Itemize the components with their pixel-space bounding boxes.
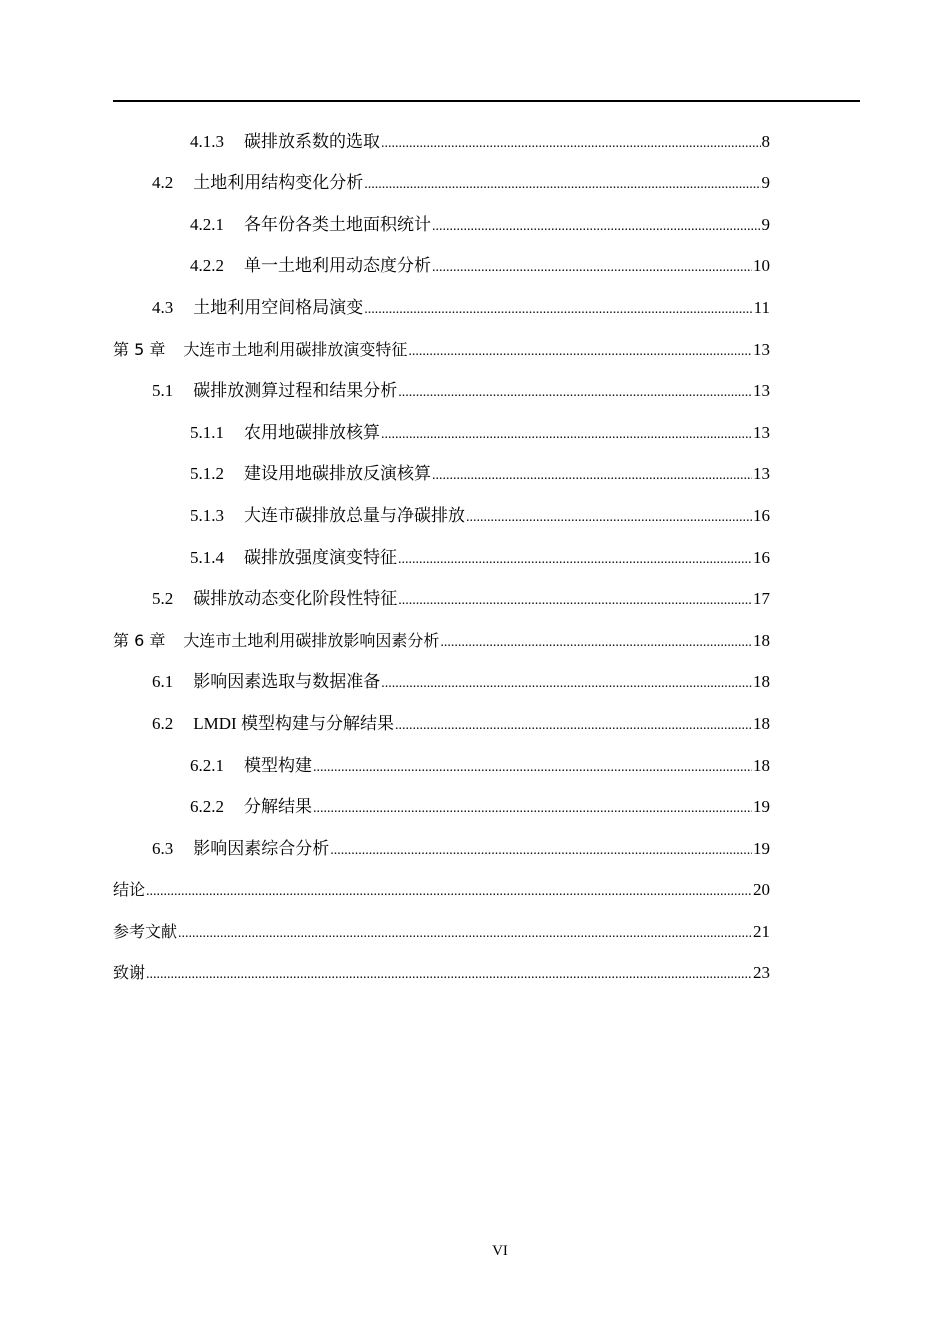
toc-entry[interactable] — [113, 861, 770, 903]
toc-entry-text: 各年份各类土地面积统计 — [244, 214, 431, 234]
toc-entry-title — [190, 132, 380, 152]
toc-entry-page: 18 — [753, 630, 770, 650]
toc-entry-number: 第 5 章 — [113, 339, 166, 359]
toc-entry-text: 大连市土地利用碳排放演变特征 — [183, 339, 408, 359]
toc-entry[interactable] — [113, 736, 770, 778]
toc-dot-leader — [146, 967, 752, 983]
toc-entry-page: 8 — [761, 131, 770, 151]
toc-entry-page: 18 — [753, 672, 770, 692]
toc-entry-text: 碳排放测算过程和结果分析 — [193, 381, 398, 401]
toc-dot-leader — [398, 593, 752, 609]
toc-dot-leader — [432, 260, 752, 276]
toc-dot-leader — [313, 760, 752, 776]
toc-entry-number: 第 6 章 — [113, 630, 166, 650]
toc-entry-title — [113, 631, 439, 651]
toc-dot-leader — [440, 635, 752, 651]
toc-entry[interactable] — [113, 445, 770, 487]
toc-entry[interactable] — [113, 528, 770, 570]
toc-entry-page: 9 — [761, 214, 770, 234]
toc-entry-number: 4.3 — [152, 297, 174, 317]
toc-entry-text: 碳排放动态变化阶段性特征 — [193, 589, 398, 609]
toc-entry-text: 模型构建 — [244, 755, 312, 775]
toc-entry[interactable] — [113, 694, 770, 736]
toc-entry-title — [152, 173, 363, 193]
toc-entry-title — [152, 672, 380, 692]
toc-dot-leader — [398, 552, 752, 568]
toc-entry-number: 5.1.3 — [190, 505, 224, 525]
toc-entry-number: 5.1.2 — [190, 464, 224, 484]
toc-entry-number: 4.2.1 — [190, 214, 224, 234]
toc-dot-leader — [398, 385, 752, 401]
toc-entry-number: 4.2.2 — [190, 256, 224, 276]
toc-entry-text: LMDI 模型构建与分解结果 — [193, 713, 394, 733]
toc-entry-text: 致谢 — [113, 963, 146, 983]
toc-entry-title — [152, 714, 394, 734]
toc-entry-page: 17 — [753, 589, 770, 609]
toc-entry-number: 4.2 — [152, 173, 174, 193]
toc-entry-title — [190, 215, 431, 235]
toc-entry-number: 5.1.4 — [190, 547, 224, 567]
toc-entry-text: 单一土地利用动态度分析 — [244, 256, 431, 276]
toc-entry-number: 6.1 — [152, 672, 174, 692]
toc-entry-text: 土地利用空间格局演变 — [193, 297, 364, 317]
toc-entry-title — [190, 756, 312, 776]
toc-entry[interactable] — [113, 611, 770, 653]
toc-entry-text: 碳排放系数的选取 — [244, 131, 380, 151]
toc-entry-number: 5.1.1 — [190, 422, 224, 442]
toc-entry-page: 10 — [753, 256, 770, 276]
toc-entry-text: 碳排放强度演变特征 — [244, 547, 397, 567]
toc-entry-page: 20 — [753, 880, 770, 900]
toc-entry-page: 16 — [753, 547, 770, 567]
toc-entry[interactable] — [113, 486, 770, 528]
toc-entry-page: 11 — [753, 297, 770, 317]
toc-entry-text: 参考文献 — [113, 921, 178, 941]
toc-entry[interactable] — [113, 403, 770, 445]
header-rule — [113, 100, 860, 102]
toc-entry-text: 影响因素综合分析 — [193, 838, 330, 858]
toc-entry[interactable] — [113, 278, 770, 320]
toc-dot-leader — [381, 427, 752, 443]
toc-entry[interactable] — [113, 362, 770, 404]
toc-entry-page: 13 — [753, 422, 770, 442]
toc-entry-title — [152, 298, 363, 318]
toc-dot-leader — [178, 926, 752, 942]
toc-dot-leader — [330, 843, 752, 859]
toc-entry-title — [152, 839, 329, 859]
toc-dot-leader — [146, 884, 752, 900]
toc-entry-number: 6.3 — [152, 838, 174, 858]
toc-entry-text: 土地利用结构变化分析 — [193, 173, 364, 193]
toc-entry-text: 影响因素选取与数据准备 — [193, 672, 381, 692]
toc-entry-title — [190, 797, 312, 817]
toc-entry-page: 13 — [753, 464, 770, 484]
toc-dot-leader — [381, 676, 752, 692]
toc-dot-leader — [395, 718, 752, 734]
toc-entry-title — [152, 381, 397, 401]
toc-entry[interactable] — [113, 195, 770, 237]
toc-entry[interactable] — [113, 944, 770, 986]
toc-entry[interactable] — [113, 902, 770, 944]
toc-entry-text: 结论 — [113, 880, 146, 900]
toc-dot-leader — [364, 302, 752, 318]
toc-entry-title — [113, 922, 177, 942]
toc-entry[interactable] — [113, 819, 770, 861]
toc-entry-page: 18 — [753, 713, 770, 733]
toc-entry-page: 21 — [753, 921, 770, 941]
toc-entry-page: 19 — [753, 838, 770, 858]
toc-dot-leader — [364, 177, 760, 193]
toc-dot-leader — [432, 468, 752, 484]
toc-entry-text: 分解结果 — [244, 797, 312, 817]
table-of-contents — [113, 112, 770, 985]
toc-entry-page: 16 — [753, 505, 770, 525]
toc-entry-number: 6.2.1 — [190, 755, 224, 775]
toc-entry-title — [190, 548, 397, 568]
toc-dot-leader — [408, 344, 752, 360]
toc-entry-title — [113, 963, 145, 983]
toc-entry[interactable] — [113, 320, 770, 362]
toc-entry-page: 13 — [753, 381, 770, 401]
toc-entry-page: 13 — [753, 339, 770, 359]
toc-dot-leader — [313, 801, 752, 817]
toc-entry-text: 建设用地碳排放反演核算 — [244, 464, 431, 484]
toc-entry-text: 大连市碳排放总量与净碳排放 — [244, 505, 465, 525]
toc-entry-title — [190, 506, 465, 526]
toc-entry-title — [190, 464, 431, 484]
toc-entry-text: 大连市土地利用碳排放影响因素分析 — [183, 630, 440, 650]
toc-entry[interactable] — [113, 112, 770, 154]
toc-entry-number: 6.2 — [152, 713, 174, 733]
toc-entry-text: 农用地碳排放核算 — [244, 422, 380, 442]
toc-entry[interactable] — [113, 778, 770, 820]
toc-entry-title — [190, 256, 431, 276]
toc-entry-number: 5.2 — [152, 589, 174, 609]
toc-entry[interactable] — [113, 653, 770, 695]
toc-entry-page: 19 — [753, 797, 770, 817]
toc-entry-title — [113, 880, 145, 900]
page-number: VI — [492, 1243, 508, 1259]
toc-entry-title — [113, 340, 407, 360]
toc-entry-number: 5.1 — [152, 381, 174, 401]
toc-entry-page: 23 — [753, 963, 770, 983]
toc-entry[interactable] — [113, 154, 770, 196]
toc-entry[interactable] — [113, 570, 770, 612]
toc-entry-page: 9 — [761, 173, 770, 193]
toc-entry-number: 6.2.2 — [190, 797, 224, 817]
toc-entry-page: 18 — [753, 755, 770, 775]
toc-entry[interactable] — [113, 237, 770, 279]
toc-dot-leader — [381, 136, 761, 152]
toc-dot-leader — [466, 510, 752, 526]
toc-entry-title — [152, 589, 397, 609]
toc-dot-leader — [432, 219, 761, 235]
toc-entry-title — [190, 423, 380, 443]
toc-entry-number: 4.1.3 — [190, 131, 224, 151]
